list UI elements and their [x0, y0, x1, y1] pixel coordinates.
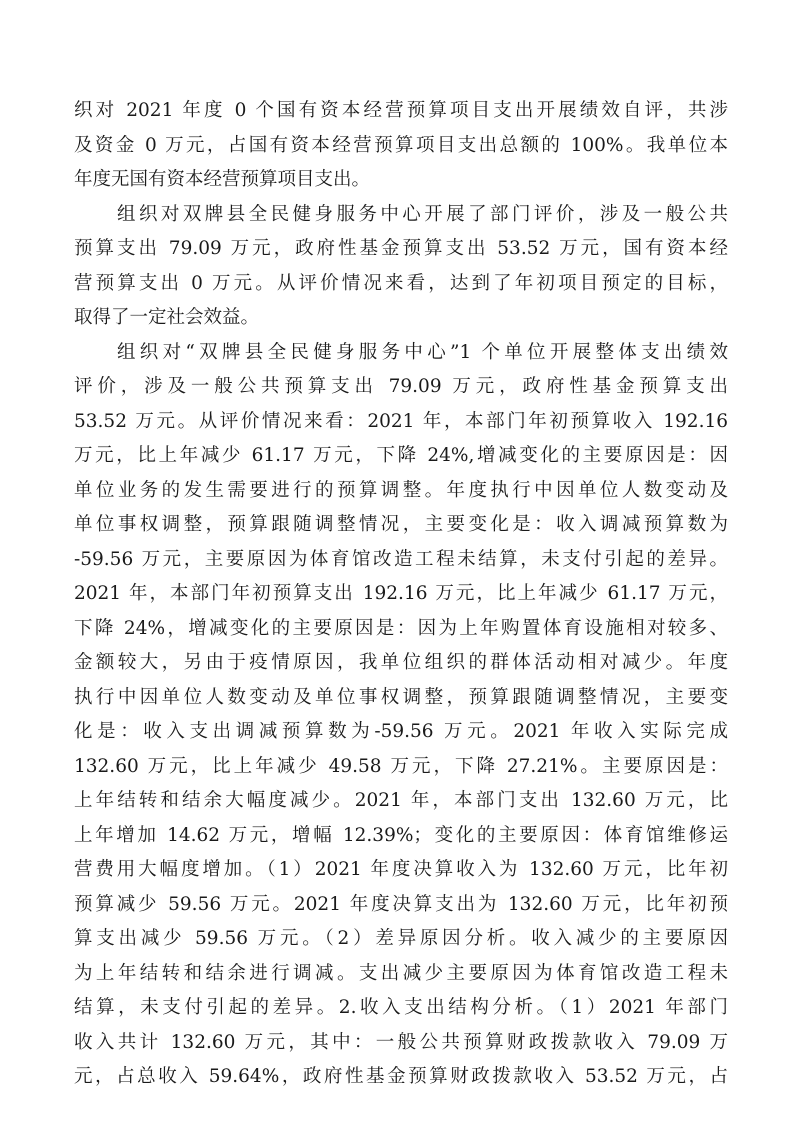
text-line: 132.60 万元，比上年减少 49.58 万元，下降 27.21%。主要原因是：: [74, 755, 728, 777]
text-line: 金额较大，另由于疫情原因，我单位组织的群体活动相对减少。年度: [74, 652, 728, 673]
text-line: 营费用大幅度增加。（1）2021 年度决算收入为 132.60 万元，比年初: [74, 859, 728, 880]
text-line: 预算减少 59.56 万元。2021 年度决算支出为 132.60 万元，比年初预: [74, 893, 728, 915]
text-line: 万元，比上年减少 61.17 万元，下降 24%,增减变化的主要原因是：因: [74, 445, 728, 466]
text-line: 收入共计 132.60 万元，其中：一般公共预算财政拨款收入 79.09 万: [74, 1031, 728, 1053]
text-line: 组织对“双牌县全民健身服务中心”1 个单位开展整体支出绩效: [117, 341, 728, 363]
text-line: 营预算支出 0 万元。从评价情况来看，达到了年初项目预定的目标，: [74, 272, 728, 294]
text-line: 算支出减少 59.56 万元。（2）差异原因分析。收入减少的主要原因: [74, 928, 728, 949]
text-line: 评价，涉及一般公共预算支出 79.09 万元，政府性基金预算支出: [74, 376, 728, 397]
text-line: 组织对双牌县全民健身服务中心开展了部门评价，涉及一般公共: [117, 203, 728, 225]
text-line: 元，占总收入 59.64%，政府性基金预算财政拨款收入 53.52 万元，占: [74, 1066, 728, 1087]
text-line: 织对 2021 年度 0 个国有资本经营预算项目支出开展绩效自评，共涉: [74, 100, 728, 121]
text-line: 下降 24%，增减变化的主要原因是：因为上年购置体育设施相对较多、: [74, 617, 728, 639]
text-line: 单位事权调整，预算跟随调整情况，主要变化是：收入调减预算数为: [74, 514, 728, 535]
text-line: 年度无国有资本经营预算项目支出。: [74, 169, 371, 190]
text-line: 2021 年，本部门年初预算支出 192.16 万元，比上年减少 61.17 万元，: [74, 583, 728, 604]
text-line: 上年结转和结余大幅度减少。2021 年，本部门支出 132.60 万元，比: [74, 790, 728, 811]
text-line: 取得了一定社会效益。: [74, 307, 260, 328]
text-line: 为上年结转和结余进行调减。支出减少主要原因为体育馆改造工程未: [74, 962, 728, 984]
body-text: [74, 94, 728, 1095]
text-line: 53.52 万元。从评价情况来看：2021 年，本部门年初预算收入 192.16: [74, 410, 728, 432]
text-line: 执行中因单位人数变动及单位事权调整，预算跟随调整情况，主要变: [74, 686, 728, 708]
text-line: 上年增加 14.62 万元，增幅 12.39%；变化的主要原因：体育馆维修运: [74, 824, 728, 846]
text-line: 结算，未支付引起的差异。2.收入支出结构分析。（1）2021 年部门: [74, 997, 728, 1018]
text-line: 化是：收入支出调减预算数为-59.56 万元。2021 年收入实际完成: [74, 721, 728, 742]
text-line: 单位业务的发生需要进行的预算调整。年度执行中因单位人数变动及: [74, 479, 728, 501]
text-line: -59.56 万元，主要原因为体育馆改造工程未结算，未支付引起的差异。: [74, 548, 728, 570]
text-line: 及资金 0 万元，占国有资本经营预算项目支出总额的 100%。我单位本: [74, 134, 728, 156]
text-line: 预算支出 79.09 万元，政府性基金预算支出 53.52 万元，国有资本经: [74, 238, 728, 259]
